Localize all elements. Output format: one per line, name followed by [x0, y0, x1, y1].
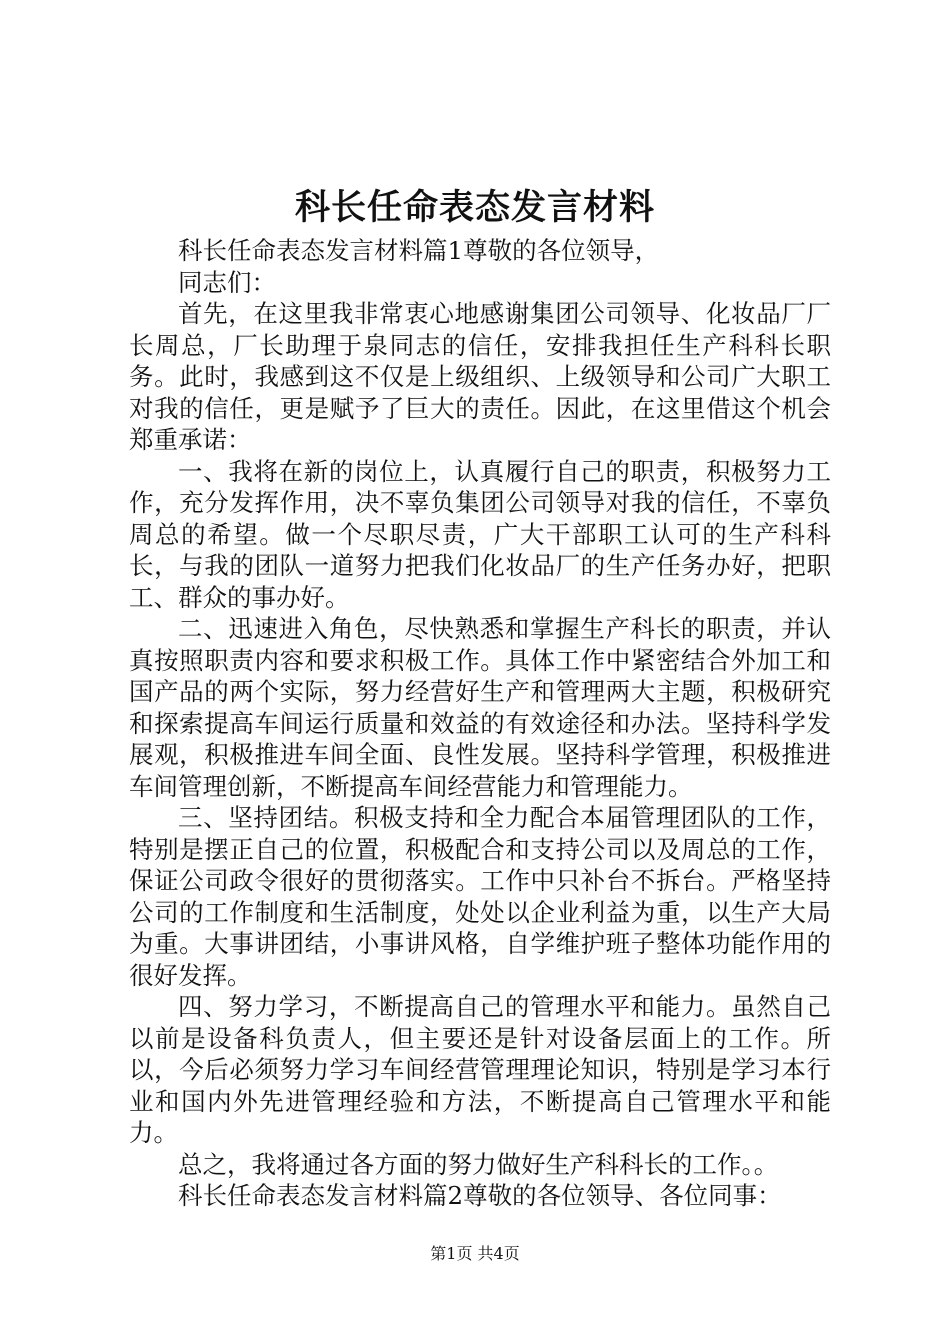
paragraph: 科长任命表态发言材料篇1尊敬的各位领导，: [178, 236, 660, 265]
document-body: [129, 235, 831, 1212]
paragraph: 同志们：: [178, 267, 276, 297]
paragraph: 三、坚持团结。积极支持和全力配合本届管理团队的工作，特别是摆正自己的位置，积极配合和支持公司以及周总的工作，保证公司政令很好的贯彻落实。工作中只补台不拆台。严格坚持公司的工作制度和生活制度，处处以企业利益为重，以生产大局为重。大事讲团结，小事讲风格，自学维护班子整体功能作用的很好发挥。: [129, 803, 831, 990]
paragraph: 总之，我将通过各方面的努力做好生产科科长的工作。。: [178, 1149, 779, 1179]
paragraph: 四、努力学习，不断提高自己的管理水平和能力。虽然自己以前是设备科负责人，但主要还是针对设备层面上的工作。所以，今后必须努力学习车间经营管理理论知识，特别是学习本行业和国内外先进管理经验和方法，不断提高自己管理水平和能力。: [129, 992, 831, 1147]
paragraph: 二、迅速进入角色，尽快熟悉和掌握生产科长的职责，并认真按照职责内容和要求积极工作。具体工作中紧密结合外加工和国产品的两个实际，努力经营好生产和管理两大主题，积极研究和探索提高车间运行质量和效益的有效途径和办法。坚持科学发展观，积极推进车间全面、良性发展。坚持科学管理，积极推进车间管理创新，不断提高车间经营能力和管理能力。: [129, 614, 831, 801]
paragraph: 科长任命表态发言材料篇2尊敬的各位领导、各位同事：: [178, 1181, 782, 1210]
document-title: 科长任命表态发言材料: [294, 187, 655, 228]
paragraph: 首先，在这里我非常衷心地感谢集团公司领导、化妆品厂厂长周总，厂长助理于泉同志的信任，安排我担任生产科科长职务。此时，我感到这不仅是上级组织、上级领导和公司广大职工对我的信任，更是赋予了巨大的责任。因此，在这里借这个机会郑重承诺：: [129, 299, 831, 454]
paragraph: 一、我将在新的岗位上，认真履行自己的职责，积极努力工作，充分发挥作用，决不辜负集团公司领导对我的信任，不辜负周总的希望。做一个尽职尽责，广大干部职工认可的生产科科长，与我的团队一道努力把我们化妆品厂的生产任务办好，把职工、群众的事办好。: [129, 456, 831, 612]
page-footer: 第1页 共4页: [430, 1244, 520, 1263]
